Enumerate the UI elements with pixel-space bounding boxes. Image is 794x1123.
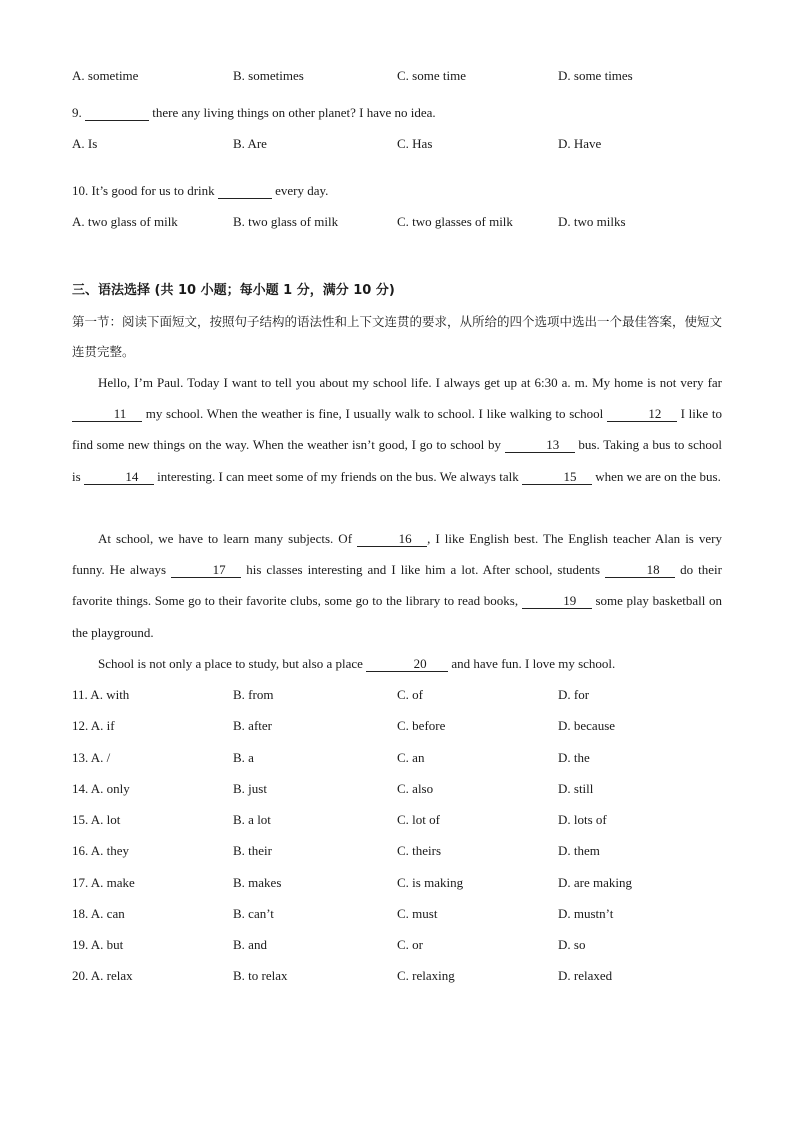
q20-option-a: 20. A. relax bbox=[72, 968, 133, 983]
question-11 bbox=[72, 686, 732, 704]
question-18 bbox=[72, 905, 732, 923]
q16-option-d: D. them bbox=[558, 843, 600, 858]
q15-option-c: C. lot of bbox=[397, 812, 440, 827]
q17-option-d: D. are making bbox=[558, 875, 633, 890]
passage-paragraph-1: Hello, I’m Paul. Today I want to tell you about my school life. I always get up at 6:30 a. m. My home is not very far 11 my school. When the weather is fine, I usually walk to school. I like walking to school 12 I like to find some new things on the way. When the weather isn’t good, I go to school by 13 bus. Taking a bus to school is 14 interesting. I can meet some of my friends on the bus. We always talk 15 when we are on the bus. bbox=[72, 375, 722, 484]
q18-option-c: C. must bbox=[397, 906, 438, 921]
blank-19: 19 bbox=[522, 593, 592, 609]
blank-16: 16 bbox=[357, 531, 427, 547]
question-17 bbox=[72, 874, 732, 892]
section-heading: 三、语法选择 (共 10 小题；每小题 1 分，满分 10 分) bbox=[72, 283, 395, 298]
q11-option-c: C. of bbox=[397, 687, 423, 702]
q18-option-d: D. mustn’t bbox=[558, 906, 614, 921]
q13-option-c: C. an bbox=[397, 750, 425, 765]
section-instruction: 第一节：阅读下面短文，按照句子结构的语法性和上下文连贯的要求，从所给的四个选项中选出一个最佳答案，使短文连贯完整。 bbox=[72, 314, 723, 359]
q9-blank bbox=[85, 105, 149, 121]
q9-option-b: B. Are bbox=[233, 136, 267, 151]
q12-option-b: B. after bbox=[233, 718, 272, 733]
q19-option-a: 19. A. but bbox=[72, 937, 124, 952]
q9-option-d: D. Have bbox=[558, 136, 602, 151]
q14-option-c: C. also bbox=[397, 781, 434, 796]
q20-option-c: C. relaxing bbox=[397, 968, 455, 983]
q10-option-a: A. two glass of milk bbox=[72, 214, 178, 229]
q14-option-a: 14. A. only bbox=[72, 781, 130, 796]
q18-option-a: 18. A. can bbox=[72, 906, 125, 921]
q15-option-a: 15. A. lot bbox=[72, 812, 121, 827]
q20-option-b: B. to relax bbox=[233, 968, 288, 983]
q8-option-d: D. some times bbox=[558, 68, 633, 83]
q8-option-a: A. sometime bbox=[72, 68, 139, 83]
question-20 bbox=[72, 967, 732, 985]
q9-option-a: A. Is bbox=[72, 136, 98, 151]
q10-option-d: D. two milks bbox=[558, 214, 626, 229]
q11-option-a: 11. A. with bbox=[72, 687, 130, 702]
blank-20: 20 bbox=[366, 656, 448, 672]
q13-option-d: D. the bbox=[558, 750, 590, 765]
q9-stem: 9. there any living things on other planet? I have no idea. bbox=[72, 105, 436, 120]
q13-option-b: B. a bbox=[233, 750, 254, 765]
question-13 bbox=[72, 749, 732, 767]
passage-paragraph-3: School is not only a place to study, but also a place 20 and have fun. I love my school. bbox=[98, 656, 616, 671]
q9-options bbox=[72, 135, 732, 153]
q8-options bbox=[72, 67, 732, 85]
q10-option-c: C. two glasses of milk bbox=[397, 214, 513, 229]
q19-option-c: C. or bbox=[397, 937, 423, 952]
q17-option-c: C. is making bbox=[397, 875, 464, 890]
passage-paragraph-2: At school, we have to learn many subjects. Of 16 , I like English best. The English teacher Alan is very funny. He always 17 his classes interesting and I like him a lot. After school, students 18 do their favorite things. Some go to their favorite clubs, some go to the library to read books, 19 some play basketball on the playground. bbox=[72, 531, 723, 640]
q20-option-d: D. relaxed bbox=[558, 968, 613, 983]
blank-18: 18 bbox=[605, 562, 675, 578]
q8-option-b: B. sometimes bbox=[233, 68, 304, 83]
blank-17: 17 bbox=[171, 562, 241, 578]
question-14 bbox=[72, 780, 732, 798]
q10-stem: 10. It’s good for us to drink every day. bbox=[72, 183, 329, 198]
q10-options bbox=[72, 213, 732, 231]
q17-option-b: B. makes bbox=[233, 875, 282, 890]
q17-option-a: 17. A. make bbox=[72, 875, 135, 890]
q14-option-b: B. just bbox=[233, 781, 267, 796]
q12-option-c: C. before bbox=[397, 718, 446, 733]
q10-option-b: B. two glass of milk bbox=[233, 214, 339, 229]
q13-option-a: 13. A. / bbox=[72, 750, 111, 765]
question-15 bbox=[72, 811, 732, 829]
question-19 bbox=[72, 936, 732, 954]
q16-option-c: C. theirs bbox=[397, 843, 442, 858]
q19-option-d: D. so bbox=[558, 937, 586, 952]
q11-option-d: D. for bbox=[558, 687, 590, 702]
q12-option-d: D. because bbox=[558, 718, 616, 733]
blank-12: 12 bbox=[607, 406, 677, 422]
blank-15: 15 bbox=[522, 469, 592, 485]
q15-option-d: D. lots of bbox=[558, 812, 607, 827]
q19-option-b: B. and bbox=[233, 937, 267, 952]
q8-option-c: C. some time bbox=[397, 68, 466, 83]
q10-blank bbox=[218, 183, 272, 199]
q15-option-b: B. a lot bbox=[233, 812, 271, 827]
q11-option-b: B. from bbox=[233, 687, 274, 702]
q9-option-c: C. Has bbox=[397, 136, 433, 151]
question-12 bbox=[72, 717, 732, 735]
blank-14: 14 bbox=[84, 469, 154, 485]
q18-option-b: B. can’t bbox=[233, 906, 274, 921]
blank-13: 13 bbox=[505, 437, 575, 453]
q14-option-d: D. still bbox=[558, 781, 594, 796]
q12-option-a: 12. A. if bbox=[72, 718, 115, 733]
blank-11: 11 bbox=[72, 406, 142, 422]
question-16 bbox=[72, 842, 732, 860]
q16-option-b: B. their bbox=[233, 843, 272, 858]
q16-option-a: 16. A. they bbox=[72, 843, 130, 858]
